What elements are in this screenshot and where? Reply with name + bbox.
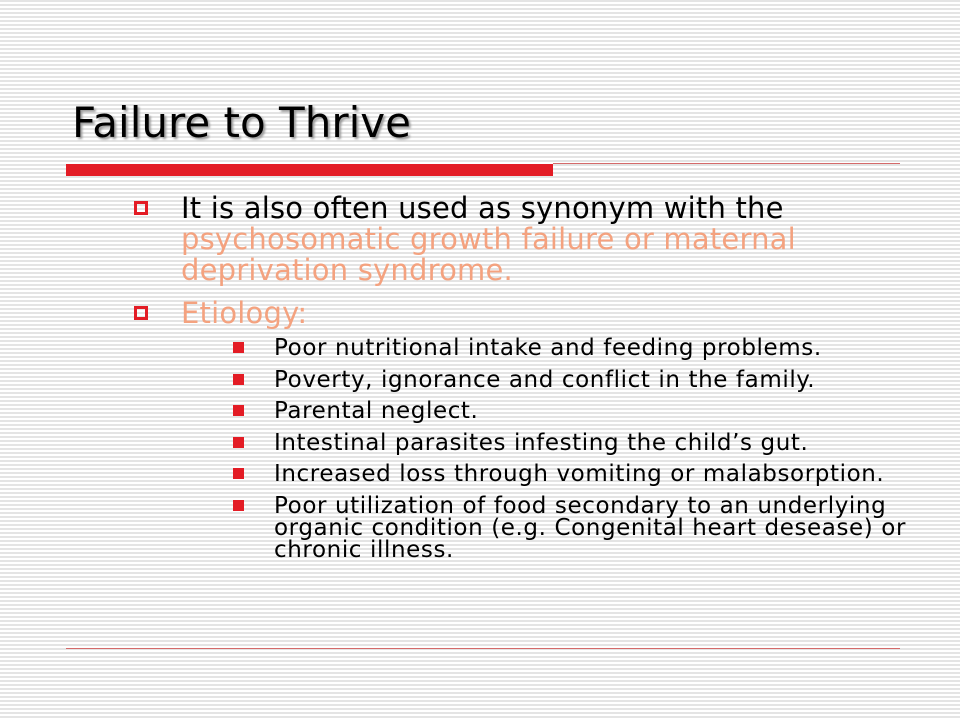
filled-square-bullet-icon: [233, 500, 244, 511]
filled-square-bullet-icon: [233, 405, 244, 416]
filled-square-bullet-icon: [233, 437, 244, 448]
filled-square-bullet-icon: [233, 468, 244, 479]
etiology-item: [233, 492, 914, 563]
etiology-item: [233, 337, 914, 359]
bullet-synonym-highlight: psychosomatic growth failure or maternal deprivation syndrome.: [181, 222, 796, 287]
etiology-item: [233, 366, 914, 393]
slide-content: [134, 193, 914, 570]
etiology-item-text: Poor utilization of food secondary to an underlying organic condition (e.g. Congenital heart desease) or chronic illness.: [274, 492, 907, 563]
etiology-list: [181, 337, 914, 561]
etiology-item-text: Intestinal parasites infesting the child’s gut.: [274, 429, 809, 456]
etiology-item-text: Parental neglect.: [274, 398, 479, 424]
bullet-etiology-heading: Etiology:: [181, 296, 308, 330]
filled-square-bullet-icon: [233, 374, 244, 385]
hollow-square-bullet-icon: [134, 201, 148, 215]
title-rule-line: [553, 163, 900, 164]
hollow-square-bullet-icon: [134, 306, 148, 320]
filled-square-bullet-icon: [233, 342, 244, 353]
bullet-etiology: [134, 298, 914, 561]
etiology-item: [233, 463, 914, 485]
etiology-item-text: Increased loss through vomiting or malabsorption.: [274, 461, 885, 487]
slide-title: Failure to Thrive: [72, 98, 411, 147]
title-underline-bar: [66, 164, 553, 176]
bullet-synonym-text: It is also often used as synonym with the: [181, 191, 784, 225]
etiology-item-text: Poverty, ignorance and conflict in the family.: [274, 366, 816, 393]
bullet-synonym: [134, 193, 914, 286]
bottom-rule-line: [66, 648, 900, 649]
etiology-item: [233, 429, 914, 456]
etiology-item: [233, 400, 914, 422]
etiology-item-text: Poor nutritional intake and feeding problems.: [274, 335, 822, 361]
